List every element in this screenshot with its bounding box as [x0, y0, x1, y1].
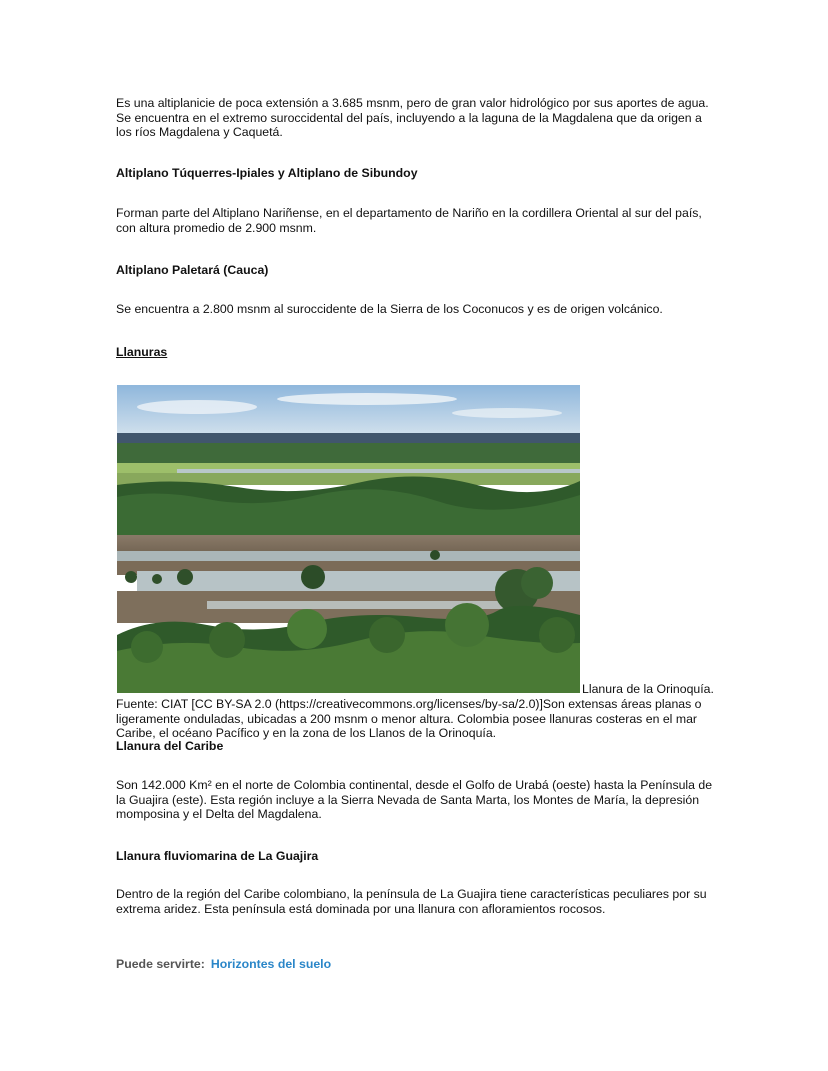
guajira-heading: Llanura fluviomarina de La Guajira [116, 849, 319, 863]
caribe-heading: Llanura del Caribe [116, 739, 224, 753]
section-heading-paletara: Altiplano Paletará (Cauca) [116, 263, 269, 277]
tip-label: Puede servirte: [116, 957, 205, 971]
image-caption: Llanura de la Orinoquía. [582, 682, 714, 696]
llanuras-heading: Llanuras [116, 345, 168, 359]
section-heading-tuquerres: Altiplano Túquerres-Ipiales y Altiplano de Sibundoy [116, 166, 418, 180]
guajira-text: Dentro de la región del Caribe colombiano, la península de La Guajira tiene características peculiares por su extrema aridez. Esta península está dominada por una llanura con afloramientos rocosos. [116, 887, 707, 916]
caribe-text: Son 142.000 Km² en el norte de Colombia continental, desde el Golfo de Urabá (oeste) hasta la Península de la Guajira (este). Esta región incluye a la Sierra Nevada de Santa Marta, los Montes de María, la depresión momposina y el Delta del Magdalena. [116, 778, 713, 821]
tip-link[interactable]: Horizontes del suelo [210, 957, 332, 971]
section-text-tuquerres: Forman parte del Altiplano Nariñense, en el departamento de Nariño en la cordillera Oriental al sur del país, con altura promedio de 2.900 msnm. [116, 206, 702, 235]
orinoquia-landscape-photo [117, 385, 580, 693]
intro-paragraph: Es una altiplanicie de poca extensión a 3.685 msnm, pero de gran valor hidrológico por sus aportes de agua. Se encuentra en el extremo suroccidental del país, incluyendo a la laguna de la Magdalena que da origen a los ríos Magdalena y Caquetá. [116, 96, 709, 139]
tip [116, 957, 331, 972]
llanuras-text: Fuente: CIAT [CC BY-SA 2.0 (https://creativecommons.org/licenses/by-sa/2.0)]Son extensas áreas planas o ligeramente onduladas, ubicadas a 200 msnm o menor altura. Colombia posee llanuras costeras en el mar Caribe, el océano Pacífico y en la zona de los Llanos de la Orinoquía. [116, 697, 702, 740]
section-text-paletara: Se encuentra a 2.800 msnm al suroccidente de la Sierra de los Coconucos y es de origen volcánico. [116, 302, 663, 316]
